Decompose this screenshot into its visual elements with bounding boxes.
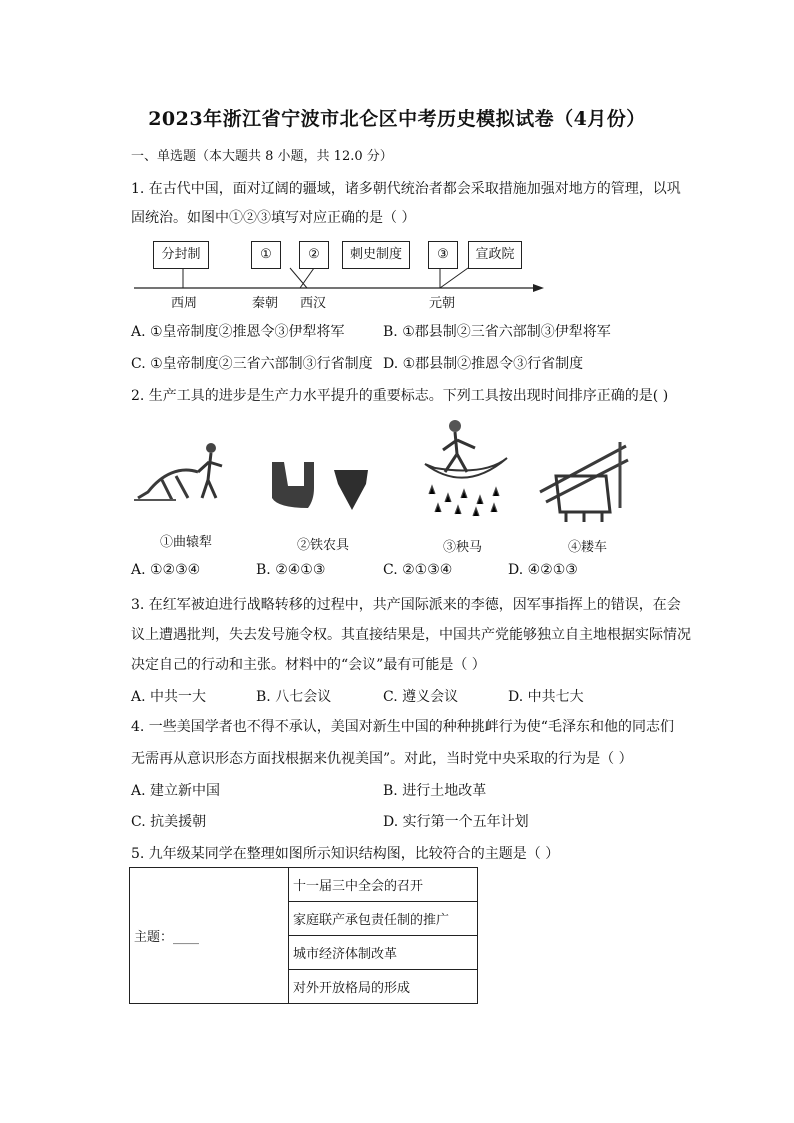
table-cell: 对外开放格局的形成 <box>289 970 478 1004</box>
q3-stem-line2: 议上遭遇批判，失去发号施令权。其直接结果是，中国共产党能够独立自主地根据实际情况 <box>131 627 691 643</box>
q4-option-c[interactable]: C. 抗美援朝 <box>131 814 207 830</box>
q2-option-d[interactable]: D. ④②①③ <box>508 562 578 578</box>
timeline-box-blank-3: ③ <box>428 241 458 269</box>
q4-stem-line1: 4. 一些美国学者也不得不承认，美国对新生中国的种种挑衅行为使“毛泽东和他的同志们 <box>131 719 674 735</box>
seedling-horse-image <box>415 414 515 520</box>
q4-option-b[interactable]: B. 进行土地改革 <box>383 783 487 799</box>
table-cell: 城市经济体制改革 <box>289 936 478 970</box>
table-row <box>130 868 478 902</box>
q2-option-c[interactable]: C. ②①③④ <box>383 562 453 578</box>
seed-drill-image <box>536 432 630 524</box>
q3-option-d[interactable]: D. 中共七大 <box>508 689 584 705</box>
q1-option-b[interactable]: B. ①郡县制②三省六部制③伊犁将军 <box>383 324 611 340</box>
q3-stem-line1: 3. 在红军被迫进行战略转移的过程中，共产国际派来的李德，因军事指挥上的错误，在会 <box>131 597 681 613</box>
iron-tools-image <box>268 458 378 514</box>
q1-option-a[interactable]: A. ①皇帝制度②推恩令③伊犁将军 <box>131 324 345 340</box>
q1-stem-line2: 固统治。如图中①②③填写对应正确的是（ ） <box>131 210 416 226</box>
q1-option-c[interactable]: C. ①皇帝制度②三省六部制③行省制度 <box>131 356 373 372</box>
q3-option-a[interactable]: A. 中共一大 <box>131 689 207 705</box>
q1-option-d[interactable]: D. ①郡县制②推恩令③行省制度 <box>383 356 584 372</box>
dynasty-label: 西周 <box>171 296 198 311</box>
timeline-box-blank-1: ① <box>251 241 281 269</box>
q2-stem-line1: 2. 生产工具的进步是生产力水平提升的重要标志。下列工具按出现时间排序正确的是( ) <box>131 388 669 404</box>
dynasty-label: 元朝 <box>429 296 456 311</box>
page-title: 2023年浙江省宁波市北仑区中考历史模拟试卷（4月份） <box>148 108 646 130</box>
q2-caption-1: ①曲辕犁 <box>160 535 213 550</box>
curved-plow-image <box>132 436 232 518</box>
timeline-box-xuanzheng: 宣政院 <box>468 241 522 269</box>
timeline-box-cishi: 刺史制度 <box>342 241 410 269</box>
q5-structure-table <box>129 867 478 1004</box>
q4-option-d[interactable]: D. 实行第一个五年计划 <box>383 814 529 830</box>
q2-caption-3: ③秧马 <box>443 540 483 555</box>
q5-stem-line1: 5. 九年级某同学在整理如图所示知识结构图，比较符合的主题是（ ） <box>131 846 560 862</box>
timeline-box-blank-2: ② <box>299 241 329 269</box>
q3-option-c[interactable]: C. 遵义会议 <box>383 689 459 705</box>
timeline-box-fenfeng: 分封制 <box>153 241 209 269</box>
section-heading: 一、单选题（本大题共 8 小题，共 12.0 分） <box>131 149 393 164</box>
q1-stem-line1: 1. 在古代中国，面对辽阔的疆域，诸多朝代统治者都会采取措施加强对地方的管理，以巩 <box>131 181 681 197</box>
dynasty-label: 秦朝 <box>252 296 279 311</box>
table-cell: 家庭联产承包责任制的推广 <box>289 902 478 936</box>
theme-cell: 主题：____ <box>130 868 289 1004</box>
q2-option-a[interactable]: A. ①②③④ <box>131 562 201 578</box>
dynasty-label: 西汉 <box>300 296 327 311</box>
q3-option-b[interactable]: B. 八七会议 <box>256 689 332 705</box>
q2-caption-2: ②铁农具 <box>297 538 350 553</box>
q4-stem-line2: 无需再从意识形态方面找根据来仇视美国”。对此，当时党中央采取的行为是（ ） <box>131 751 633 767</box>
q4-option-a[interactable]: A. 建立新中国 <box>131 783 221 799</box>
q3-stem-line3: 决定自己的行动和主张。材料中的“会议”最有可能是（ ） <box>131 657 486 673</box>
q2-caption-4: ④耧车 <box>568 540 608 555</box>
q2-option-b[interactable]: B. ②④①③ <box>256 562 326 578</box>
table-cell: 十一届三中全会的召开 <box>289 868 478 902</box>
